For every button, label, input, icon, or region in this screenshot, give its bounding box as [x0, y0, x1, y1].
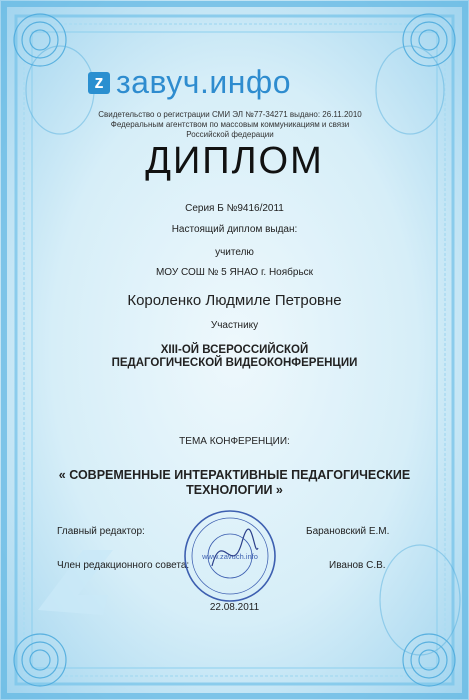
- registration-line: Федеральным агентством по массовым коммуникациям и связи: [110, 120, 350, 129]
- editor-label: Главный редактор:: [57, 526, 145, 537]
- logo-mark-icon: z: [88, 72, 110, 94]
- logo-text: завуч.инфо: [116, 64, 291, 100]
- school-name: МОУ СОШ № 5 ЯНАО г. Ноябрьск: [155, 267, 314, 278]
- registration-line: Свидетельство о регистрации СМИ ЭЛ №77-34271 выдано: 26.11.2010: [98, 110, 362, 119]
- diploma-title: ДИПЛОМ: [145, 140, 324, 182]
- issued-to-label: Настоящий диплом выдан:: [171, 224, 298, 235]
- registration-line: Российской федерации: [186, 130, 274, 139]
- event-line: ПЕДАГОГИЧЕСКОЙ ВИДЕОКОНФЕРЕНЦИИ: [111, 357, 358, 369]
- seal-url: www.zavuch.info: [202, 552, 258, 561]
- event-title: [0, 344, 469, 370]
- recipient-role: учителю: [215, 247, 254, 258]
- event-line: XIII-ОЙ ВСЕРОССИЙСКОЙ: [160, 344, 309, 356]
- participant-status: Участнику: [210, 320, 259, 331]
- official-seal: [182, 508, 278, 604]
- topic-label: ТЕМА КОНФЕРЕНЦИИ:: [179, 436, 290, 447]
- issue-date: 22.08.2011: [209, 602, 260, 613]
- topic-line: ТЕХНОЛОГИИ »: [186, 483, 283, 497]
- editor-name: Барановский Е.М.: [306, 526, 390, 537]
- topic-line: « СОВРЕМЕННЫЕ ИНТЕРАКТИВНЫЕ ПЕДАГОГИЧЕСКИЕ: [58, 468, 411, 482]
- series-number: Серия Б №9416/2011: [185, 203, 284, 214]
- registration-info: [70, 110, 390, 140]
- recipient-name: Короленко Людмиле Петровне: [127, 292, 342, 309]
- board-member-name: Иванов С.В.: [329, 560, 386, 571]
- board-member-label: Член редакционного совета:: [57, 560, 190, 571]
- brand-logo: [88, 64, 291, 101]
- conference-topic: [0, 468, 469, 498]
